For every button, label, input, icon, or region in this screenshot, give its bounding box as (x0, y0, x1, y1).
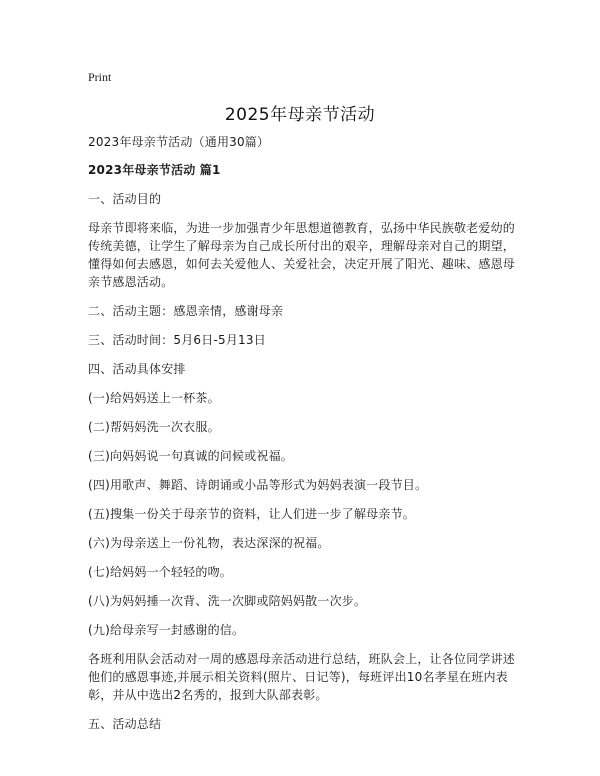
list-item: (九)给母亲写一封感谢的信。 (88, 623, 245, 637)
list-item: (七)给妈妈一个轻轻的吻。 (88, 565, 232, 579)
paragraph-purpose-heading: 一、活动目的 (88, 192, 162, 206)
list-item: (一)给妈妈送上一杯茶。 (88, 391, 220, 405)
list-item: (二)帮妈妈洗一次衣服。 (88, 420, 220, 434)
list-item: (三)向妈妈说一句真诚的问候或祝福。 (88, 449, 293, 463)
list-item: (五)搜集一份关于母亲节的资料，让人们进一步了解母亲节。 (88, 507, 415, 521)
list-item: (八)为妈妈捶一次背、洗一次脚或陪妈妈散一次步。 (88, 594, 367, 608)
page-title: 2025年母亲节活动 (224, 105, 376, 125)
print-label: Print (88, 70, 112, 84)
paragraph-theme: 二、活动主题：感恩亲情，感谢母亲 (88, 304, 284, 318)
document-subtitle: 2023年母亲节活动（通用30篇） (88, 135, 270, 149)
paragraph-summary-body: 各班利用队会活动对一周的感恩母亲活动进行总结，班队会上，让各位同学讲述他们的感恩事迹,并展示相关资料(照片、日记等)，每班评出10名孝星在班内表彰，并从中选出2名秀的，报到大队部表彰。 (88, 652, 516, 702)
paragraph-summary-heading: 五、活动总结 (88, 717, 162, 731)
section-heading: 2023年母亲节活动 篇1 (88, 163, 221, 177)
paragraph-purpose-body: 母亲节即将来临，为进一步加强青少年思想道德教育，弘扬中华民族敬老爱幼的传统美德，让学生了解母亲为自己成长所付出的艰辛，理解母亲对自己的期望，懂得如何去感恩，如何去关爱他人、关爱社会，决定开展了阳光、趣味、感恩母亲节感恩活动。 (88, 221, 516, 289)
document-body (88, 133, 520, 744)
paragraph-arrangement-heading: 四、活动具体安排 (88, 362, 186, 376)
list-item: (四)用歌声、舞蹈、诗朗诵或小品等形式为妈妈表演一段节目。 (88, 478, 428, 492)
list-item: (六)为母亲送上一份礼物，表达深深的祝福。 (88, 536, 330, 550)
paragraph-time: 三、活动时间：5月6日-5月13日 (88, 333, 266, 347)
